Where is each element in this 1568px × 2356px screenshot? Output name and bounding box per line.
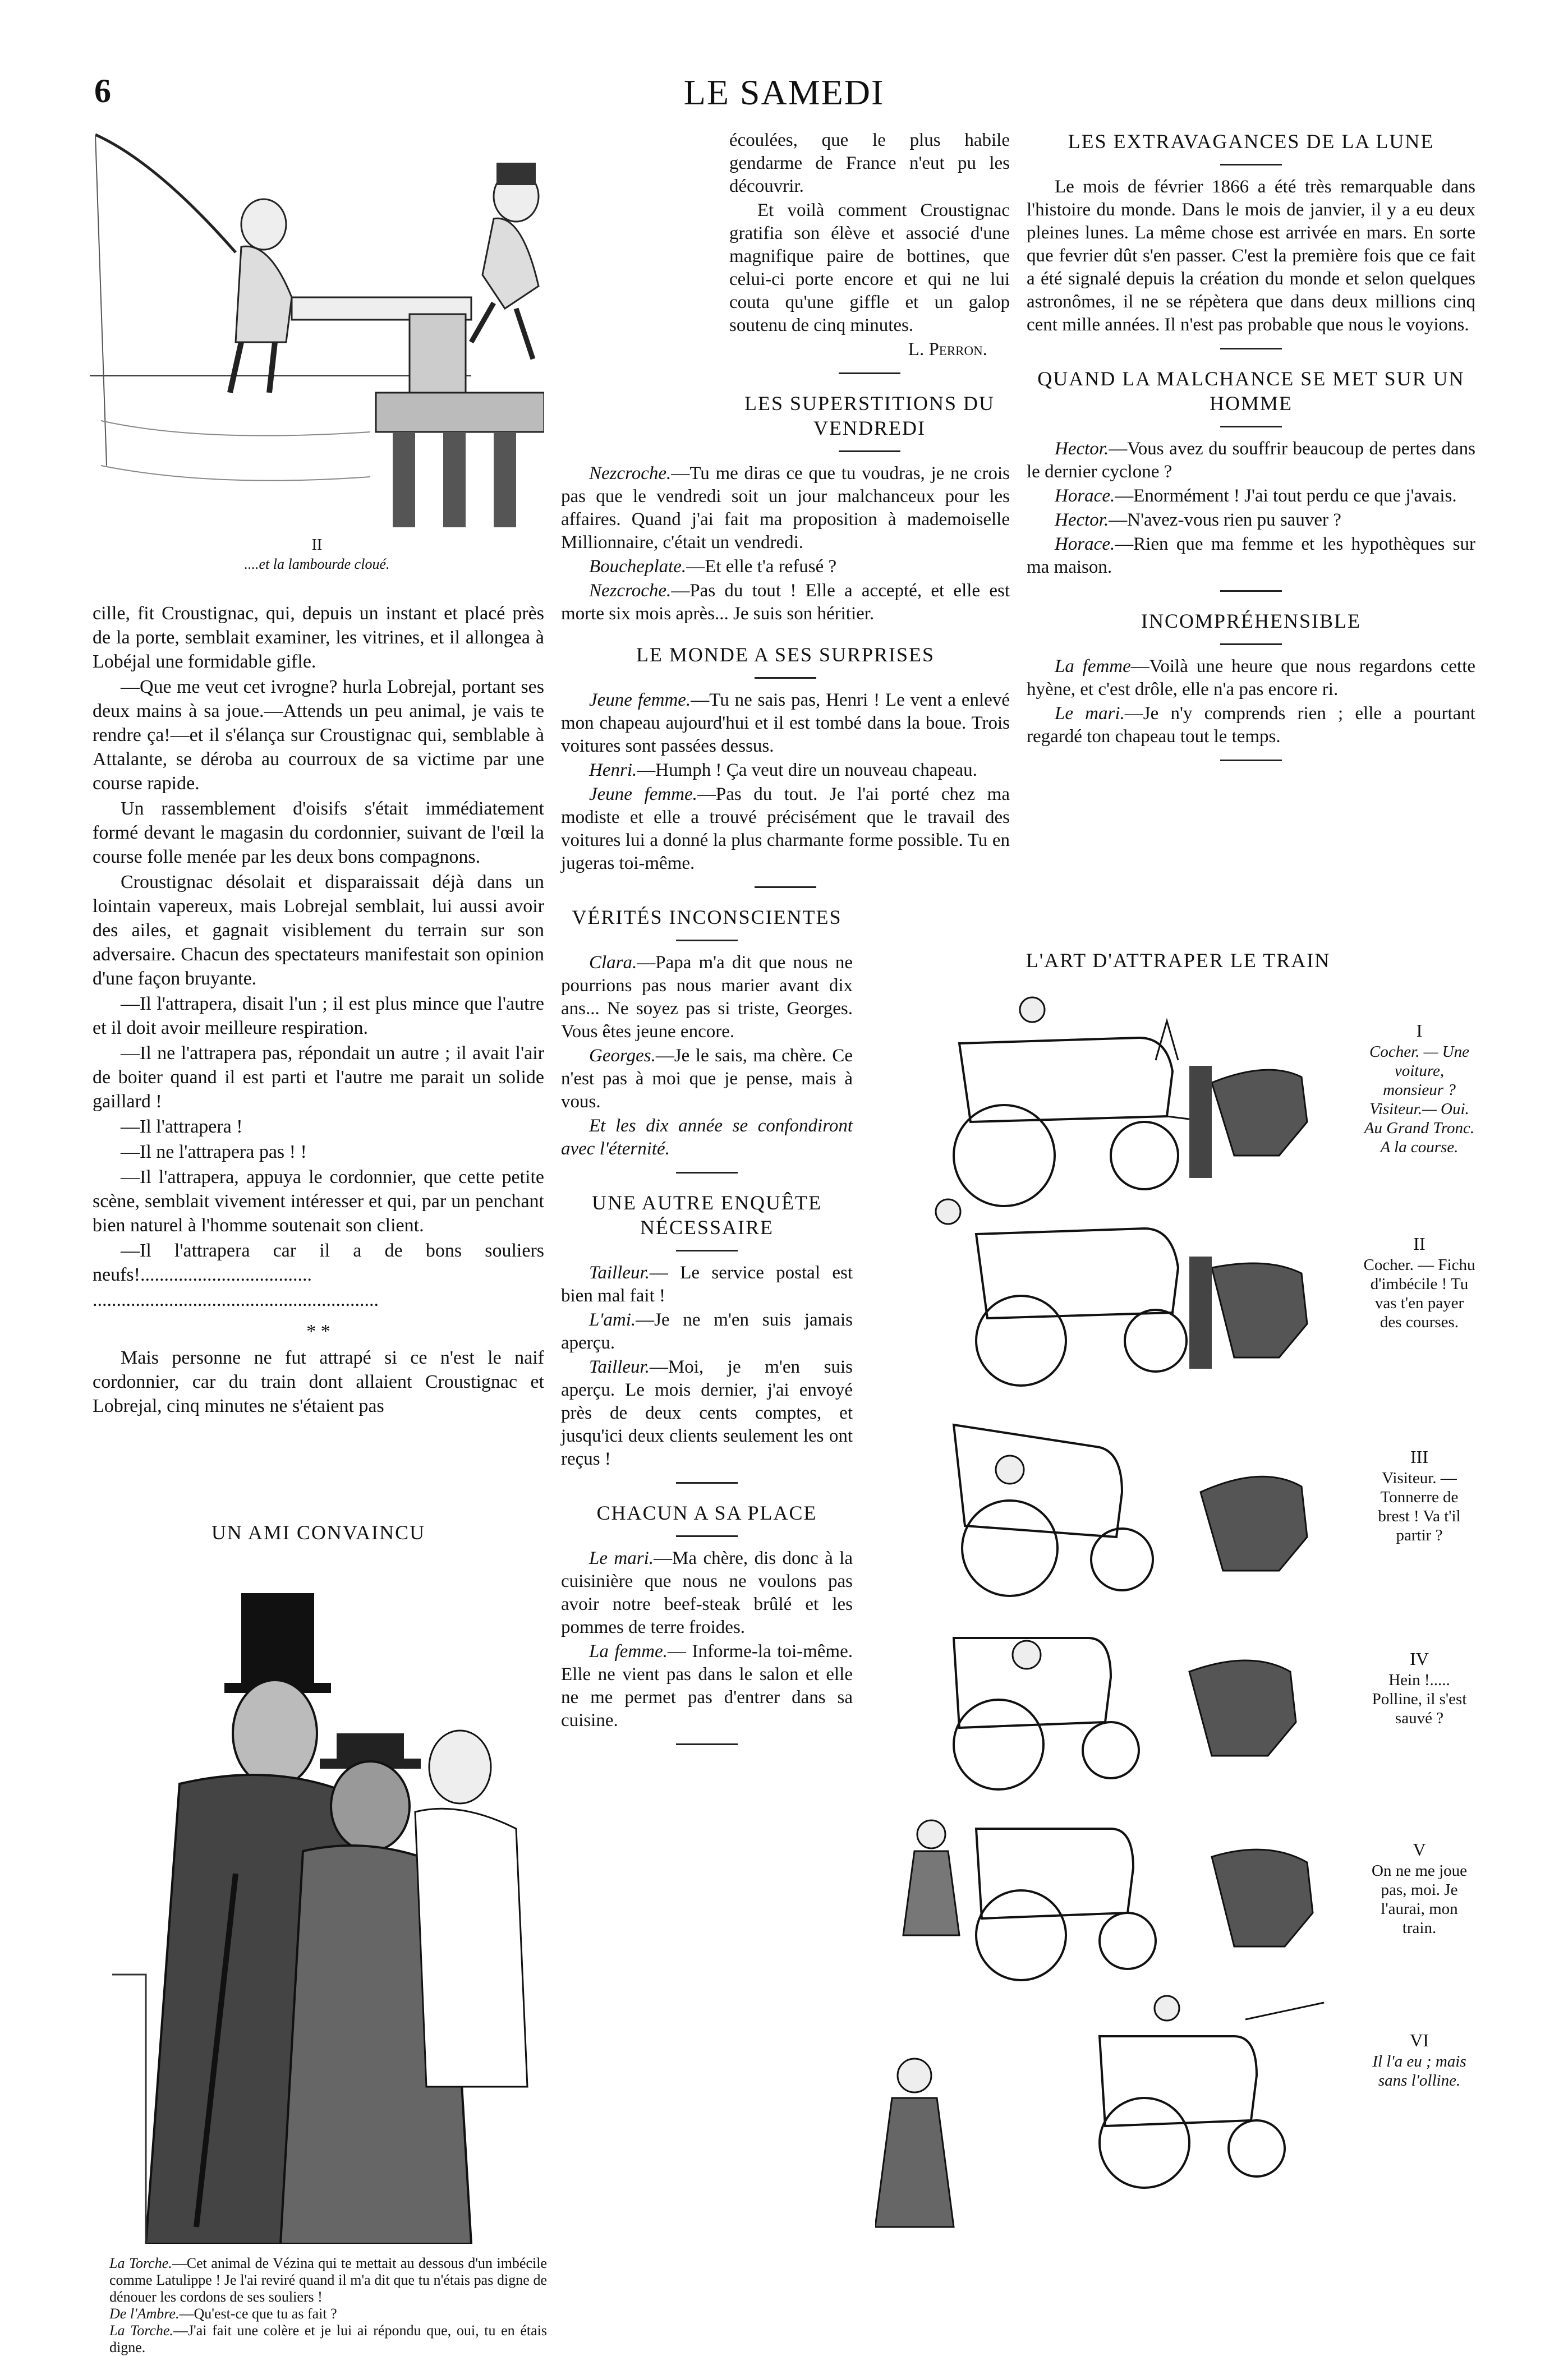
incomprehensible-title: INCOMPRÉHENSIBLE [1141,610,1362,632]
ami-illustration [112,1582,539,2244]
train-title: L'ART D'ATTRAPER LE TRAIN [1026,949,1331,972]
story-signature: L. Perron. [908,339,987,360]
divider [1220,760,1282,761]
story-paragraph: —Il l'attrapera, disait l'un ; il est plus mince que l'autre et il doit avoir meilleure respiration. [93,993,544,1038]
dialogue-line: —Humph ! Ça veut dire un nouveau chapeau. [637,760,977,780]
ami-caption [109,2255,547,2356]
carriage-panel-4 [954,1638,1296,1789]
speaker: Jeune femme. [589,690,691,710]
ami-line: —Cet animal de Vézina qui te mettait au dessous d'un imbécile comme Latulippe ! Je l'ai reviré quand il m'a dit que tu n'étais pas digne de dénouer les cordons de ses souliers ! [109,2255,547,2305]
story-paragraph: Un rassemblement d'oisifs s'était immédiatement formé devant le magasin du cordonnier, suivant de l'œil la course folle menée par les deux bons compagnons. [93,798,544,867]
lune-title: LES EXTRAVAGANCES DE LA LUNE [1068,130,1434,153]
divider [1220,348,1282,349]
fishing-illustration [90,129,544,572]
train-panel-number: VI [1410,2030,1429,2050]
train-panel-caption [1363,1840,1475,1938]
carriage-panel-1 [954,997,1307,1206]
story-continuation: Et voilà comment Croustignac gratifia son élève et associé d'une magnifique paire de bottines, que celui-ci porte encore et qui ne lui couta qu'une giffle et un galop soutenu de cinq minutes. [729,200,1010,335]
ami-drawing [112,1582,539,2244]
speaker: Le mari. [1055,703,1125,724]
divider [676,1743,738,1745]
divider [676,940,738,941]
ami-speaker: De l'Ambre. [109,2306,180,2322]
verites-closing: Et les dix année se confondiront avec l'éternité. [561,1116,853,1159]
speaker: Hector. [1055,439,1109,459]
story-paragraph: —Il ne l'attrapera pas ! ! [121,1142,307,1162]
dialogue-line: — Le service postal est bien mal fait ! [561,1263,853,1306]
carriage-panel-2 [936,1199,1307,1386]
page-header [0,72,1568,122]
train-panel-number: IV [1410,1649,1429,1669]
story-paragraph: —Que me veut cet ivrogne? hurla Lobrejal, portant ses deux mains à sa joue.—Attends un peu animal, je vais te rendre ça!—et il s'élança sur Croustignac qui, semblable à Attalante, se déroba au courroux de sa victime par une course rapide. [93,677,544,794]
train-panels [875,987,1492,2244]
train-panel-text: Visiteur. — Tonnerre de brest ! Va t'il partir ? [1378,1469,1461,1544]
divider [839,450,900,452]
speaker: Georges. [589,1046,656,1066]
train-panel-text: Cocher. — Une voiture, monsieur ? Visiteur.— Oui. Au Grand Tronc. A la course. [1364,1043,1475,1156]
ami-speaker: La Torche. [109,2255,172,2271]
train-panel-text: Il l'a eu ; mais sans l'olline. [1372,2053,1466,2090]
divider [1220,590,1282,592]
ami-speaker: La Torche. [109,2322,173,2339]
story-paragraph: —Il l'attrapera ! [121,1116,243,1137]
divider [755,677,816,679]
dialogue-line: —Rien que ma femme et les hypothèques sur ma maison. [1027,534,1475,577]
story-paragraph: —Il l'attrapera car il a de bons souliers neufs!.................................... [93,1240,544,1285]
train-section [881,948,1475,983]
verites-title: VÉRITÉS INCONSCIENTES [572,906,842,928]
malchance-title: QUAND LA MALCHANCE SE MET SUR UN HOMME [1037,367,1465,415]
column-three [1027,129,1475,771]
fishing-drawing [90,129,544,533]
speaker: Nezcroche. [589,581,672,601]
superstitions-section [729,391,1010,452]
dialogue-line: — Informe-la toi-même. Elle ne vient pas dans le salon et elle ne me permet pas d'entrer dans sa cuisine. [561,1641,853,1731]
speaker: La femme. [589,1641,668,1662]
story-paragraph: Croustignac désolait et disparaissait déjà dans un lointain vapereux, mais Lobrejal semblait, lui aussi avoir des ailes, et gagnait visiblement du terrain sur son adversaire. Chacun des spectateurs manifestait son opinion d'une façon bruyante. [93,872,544,989]
dialogue-line: —Moi, je m'en suis aperçu. Le mois dernier, j'ai envoyé près de deux cents comptes, et jusqu'ici deux clients seulement les ont reçus ! [561,1357,853,1469]
page-number: 6 [94,72,111,109]
carriage-panel-6 [875,1996,1324,2227]
section-stars: * * [306,1321,330,1342]
divider [676,1482,738,1484]
enquete-title: UNE AUTRE ENQUÊTE NÉCESSAIRE [592,1191,822,1239]
speaker: Nezcroche. [589,463,672,484]
speaker: Clara. [589,952,637,973]
lune-text: Le mois de février 1866 a été très remarquable dans l'histoire du monde. Dans le mois de janvier, il y a eu deux pleines lunes. La même chose est arrivée en mars. En sorte que fevrier dût s'en passer. C'est la première fois que ce fait a été signalé depuis la création du monde et selon quelques astronômes, il ne se répètera que dans deux millions cinq cent mille années. Il n'est pas probable que nous le voyions. [1027,177,1475,335]
train-panel-number: II [1413,1234,1426,1254]
train-panel-caption [1363,1649,1475,1728]
train-panel-caption [1363,1234,1475,1332]
speaker: Horace. [1055,534,1115,554]
train-panel-number: V [1413,1839,1426,1860]
dialogue-line: —Enormément ! J'ai tout perdu ce que j'avais. [1115,486,1457,506]
story-paragraph: ............................................................ [93,1290,379,1310]
carriage-panel-3 [954,1425,1307,1596]
dialogue-line: —Voilà une heure que nous regardons cette hyène, et c'est drôle, elle n'a pas encore ri. [1027,656,1476,700]
dialogue-line: —Pas du tout ! Elle a accepté, et elle est morte six mois après... Je suis son héritier. [561,581,1010,624]
carriage-panel-5 [903,1820,1313,1980]
train-panel-caption [1363,1447,1475,1545]
story-closing: Mais personne ne fut attrapé si ce n'est le naif cordonnier, car du train dont allaient Croustignac et Lobrejal, cinq minutes ne s'étaient pas [93,1347,544,1416]
dialogue-line: —Tu me diras ce que tu voudras, je ne crois pas que le vendredi soit un jour malchanceux pour les affaires. Quand j'ai fait ma proposition à mademoiselle Millionnaire, c'était un vendredi. [561,463,1010,553]
speaker: L'ami. [589,1310,636,1330]
ami-line: —J'ai fait une colère et je lui ai répondu que, oui, tu en étais digne. [109,2322,547,2355]
fishing-illustration-number: II [311,536,323,554]
speaker: Boucheplate. [589,556,687,577]
speaker: Le mari. [589,1548,654,1568]
speaker: Henri. [589,760,637,780]
speaker: Hector. [1055,510,1109,530]
dialogue-line: —N'avez-vous rien pu sauver ? [1109,510,1341,530]
story-paragraph: —Il l'attrapera, appuya le cordonnier, que cette petite scène, semblait vivement intéresser et qui, par un penchant bien naturel à l'homme soutenait son client. [93,1167,544,1236]
divider [676,1172,738,1174]
dialogue-line: —Pas du tout. Je l'ai porté chez ma modiste et elle a trouvé précisément que le travail des voitures lui a donné la plus charmante forme possible. Tu en jugeras toi-même. [561,784,1010,873]
train-panel-caption [1363,2031,1475,2090]
fishing-illustration-caption: ....et la lambourde cloué. [244,556,390,572]
divider [839,372,900,374]
story-paragraph: cille, fit Croustignac, qui, depuis un instant et placé près de la porte, semblait examiner, les vitrines, et il allongea à Lobéjal une formidable gifle. [93,603,544,672]
dialogue-line: —Ma chère, dis donc à la cuisinière que nous ne voulons pas avoir notre beef-steak brûlé et les pommes de terre froides. [561,1548,853,1637]
dialogue-line: —Vous avez du souffrir beaucoup de pertes dans le dernier cyclone ? [1027,439,1475,482]
ami-line: —Qu'est-ce que tu as fait ? [179,2306,337,2322]
speaker: Horace. [1055,486,1115,506]
train-panel-number: I [1416,1020,1423,1041]
story-paragraph: —Il ne l'attrapera pas, répondait un autre ; il avait l'air de boiter quand il est parti et l'autre me parait un solide gaillard ! [93,1043,544,1112]
train-panel-caption [1363,1021,1475,1157]
train-panel-text: On ne me joue pas, moi. Je l'aurai, mon train. [1372,1862,1467,1937]
story-column [93,601,544,1419]
ami-title: UN AMI CONVAINCU [211,1521,426,1544]
speaker: Jeune femme. [589,784,697,804]
train-panel-number: III [1410,1447,1428,1467]
divider [755,886,816,888]
divider [1220,426,1282,427]
chacun-title: CHACUN A SA PLACE [596,1502,817,1524]
divider [1220,643,1282,645]
dialogue-line: —Je ne m'en suis jamais aperçu. [561,1310,853,1353]
masthead-title: LE SAMEDI [683,72,885,112]
train-drawings [875,987,1369,2244]
dialogue-line: —Et elle t'a refusé ? [686,556,837,577]
train-panel-text: Cocher. — Fichu d'imbécile ! Tu vas t'en payer des courses. [1363,1256,1475,1331]
dialogue-line: —Je le sais, ma chère. Ce n'est pas à moi que je pense, mais à vous. [561,1046,853,1112]
speaker: Tailleur. [589,1263,650,1283]
speaker: Tailleur. [589,1357,650,1377]
dialogue-line: —Tu ne sais pas, Henri ! Le vent a enlevé mon chapeau aujourd'hui et il est tombé dans la boue. Trois voitures sont passées dessus. [561,690,1010,756]
divider [676,1535,738,1537]
divider [676,1250,738,1251]
story-continuation: écoulées, que le plus habile gendarme de France n'eut pu les découvrir. [729,130,1010,196]
superstitions-title: LES SUPERSTITIONS DU VENDREDI [744,392,995,439]
speaker: La femme [1055,656,1131,677]
divider [1220,164,1282,165]
dialogue-line: —Papa m'a dit que nous ne pourrions pas nous marier avant dix ans... Ne soyez pas si triste, Georges. Vous êtes jeune encore. [561,952,853,1042]
monde-title: LE MONDE A SES SURPRISES [636,643,935,666]
dialogue-line: —Je n'y comprends rien ; elle a pourtant regardé ton chapeau tout le temps. [1027,703,1476,747]
ami-section [93,1520,544,1555]
train-panel-text: Hein !..... Polline, il s'est sauvé ? [1372,1671,1467,1727]
